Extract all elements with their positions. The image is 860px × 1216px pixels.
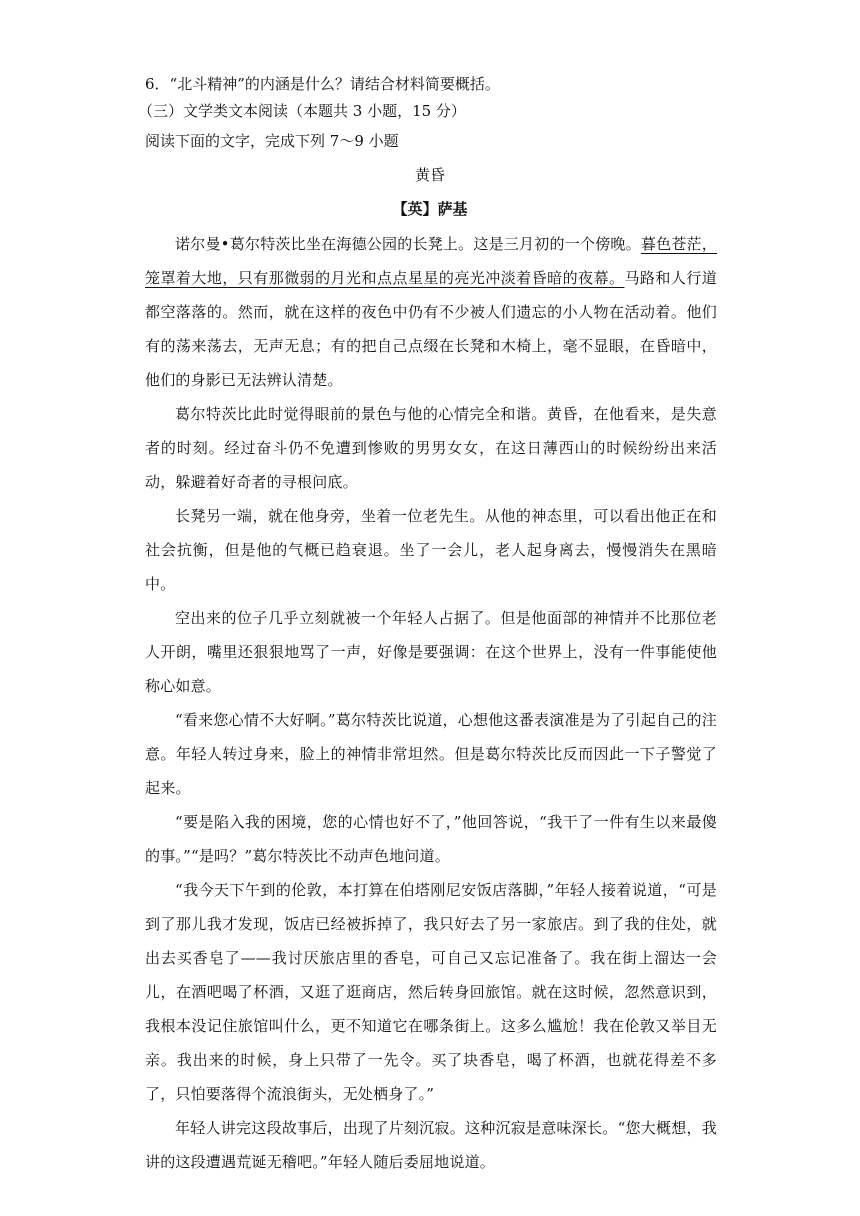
paragraph-1-text-cont: 马路和人行道都空落落的。然而，就在这样的夜色中仍有不少被人们遗忘的小人物在活动着。他们有的荡来荡去，无声无息；有的把自己点缀在长凳和木椅上，毫不显眼，在昏暗中，他们的身影已无法辨认清楚。 xyxy=(145,269,717,389)
question-6: 6．“北斗精神”的内涵是什么？请结合材料简要概括。 xyxy=(145,75,500,93)
paragraph-1 xyxy=(145,227,717,397)
article-body xyxy=(145,227,717,1179)
article-author: 【英】萨基 xyxy=(392,200,468,218)
paragraph-5: “看来您心情不大好啊。”葛尔特茨比说道，心想他这番表演准是为了引起自己的注意。年轻人转过身来，脸上的神情非常坦然。但是葛尔特茨比反而因此一下子警觉了起来。 xyxy=(145,711,717,797)
paragraph-3: 长凳另一端，就在他身旁，坐着一位老先生。从他的神态里，可以看出他正在和社会抗衡，但是他的气概已趋衰退。坐了一会儿，老人起身离去，慢慢消失在黑暗中。 xyxy=(145,507,717,593)
paragraph-1-text: 诺尔曼•葛尔特茨比坐在海德公园的长凳上。这是三月初的一个傍晚。 xyxy=(175,235,641,253)
section-header: （三）文学类文本阅读（本题共 3 小题，15 分） xyxy=(138,102,466,120)
paragraph-2: 葛尔特茨比此时觉得眼前的景色与他的心情完全和谐。黄昏，在他看来，是失意者的时刻。经过奋斗仍不免遭到惨败的男男女女，在这日薄西山的时候纷纷出来活动，躲避着好奇者的寻根问底。 xyxy=(145,405,717,491)
paragraph-8: 年轻人讲完这段故事后，出现了片刻沉寂。这种沉寂是意味深长。“您大概想，我讲的这段遭遇荒诞无稽吧。”年轻人随后委屈地说道。 xyxy=(145,1119,717,1171)
paragraph-7: “我今天下午到的伦敦，本打算在伯塔刚尼安饭店落脚，”年轻人接着说道，“可是到了那儿我才发现，饭店已经被拆掉了，我只好去了另一家旅店。到了我的住处，就出去买香皂了——我讨厌旅店里的香皂，可自己又忘记准备了。我在街上溜达一会儿，在酒吧喝了杯酒，又逛了逛商店，然后转身回旅馆。就在这时候，忽然意识到，我根本没记住旅馆叫什么，更不知道它在哪条街上。这多么尴尬！我在伦敦又举目无亲。我出来的时候，身上只带了一先令。买了块香皂，喝了杯酒，也就花得差不多了，只怕要落得个流浪街头，无处栖身了。” xyxy=(145,881,717,1103)
instruction: 阅读下面的文字，完成下列 7～9 小题 xyxy=(145,132,399,150)
underlined-sentence: 暮色苍茫，笼罩着大地，只有那微弱的月光和点点星星的亮光冲淡着昏暗的夜幕。 xyxy=(145,235,717,287)
paragraph-6: “要是陷入我的困境，您的心情也好不了，”他回答说，“我干了一件有生以来最傻的事。”“是吗？”葛尔特茨比不动声色地问道。 xyxy=(145,813,717,865)
article-title: 黄昏 xyxy=(414,166,445,184)
paragraph-4: 空出来的位子几乎立刻就被一个年轻人占据了。但是他面部的神情并不比那位老人开朗，嘴里还狠狠地骂了一声，好像是要强调：在这个世界上，没有一件事能使他称心如意。 xyxy=(145,609,717,695)
